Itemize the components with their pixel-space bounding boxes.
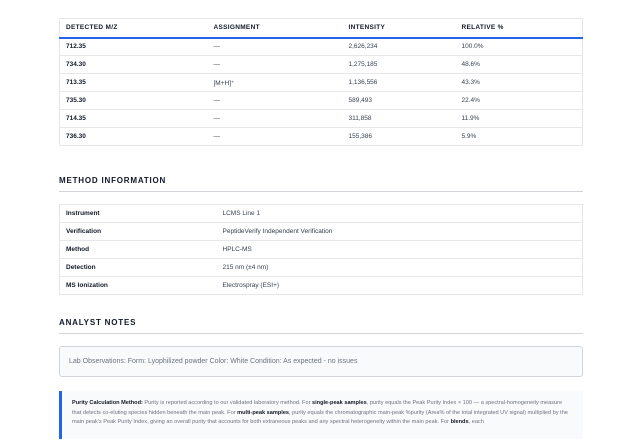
cell-assignment: —: [208, 128, 343, 146]
cell-relative: 48.6%: [456, 56, 583, 74]
method-key: Method: [60, 241, 217, 259]
table-row: [60, 110, 583, 128]
col-header-intensity: INTENSITY: [343, 19, 456, 38]
col-header-mz: DETECTED M/Z: [60, 19, 208, 38]
cell-intensity: 1,136,556: [343, 74, 456, 92]
method-row: [60, 223, 583, 241]
cell-relative: 100.0%: [456, 38, 583, 56]
purity-label: Purity Calculation Method:: [72, 400, 143, 406]
cell-relative: 11.9%: [456, 110, 583, 128]
method-row: [60, 259, 583, 277]
method-value: Electrospray (ESI+): [217, 277, 583, 295]
method-info-table: [59, 204, 583, 295]
cell-assignment: —: [208, 56, 343, 74]
cell-assignment: —: [208, 110, 343, 128]
purity-text-1: Purity is reported according to our validated laboratory method. For: [142, 400, 312, 406]
method-row: [60, 277, 583, 295]
report-page: [59, 18, 583, 439]
purity-bold-single: single-peak samples: [312, 400, 367, 406]
cell-mz: 713.35: [60, 74, 208, 92]
cell-assignment: [M+H]⁺: [208, 74, 343, 92]
cell-mz: 736.30: [60, 128, 208, 146]
cell-relative: 43.3%: [456, 74, 583, 92]
method-key: MS Ionization: [60, 277, 217, 295]
cell-mz: 714.35: [60, 110, 208, 128]
method-key: Detection: [60, 259, 217, 277]
mass-peaks-table: [59, 18, 583, 146]
table-row: [60, 74, 583, 92]
cell-mz: 735.30: [60, 92, 208, 110]
method-value: 215 nm (±4 nm): [217, 259, 583, 277]
cell-intensity: 311,858: [343, 110, 456, 128]
col-header-assignment: ASSIGNMENT: [208, 19, 343, 38]
method-row: [60, 205, 583, 223]
purity-text-2: , purity equals the Peak Purity Index × 100 — a spectral-homogeneity measure that detects co-eluting species hidden beneath the main peak. For: [72, 400, 563, 416]
purity-text-4: , each: [468, 419, 484, 425]
analyst-notes-text: Lab Observations: Form: Lyophilized powder Color: White Condition: As expected - no issues: [69, 358, 358, 365]
method-value: PeptideVerify Independent Verification: [217, 223, 583, 241]
cell-assignment: —: [208, 38, 343, 56]
analyst-notes-box: [59, 346, 583, 377]
purity-bold-blends: blends: [450, 419, 469, 425]
table-row: [60, 92, 583, 110]
notes-section-title: ANALYST NOTES: [59, 318, 583, 334]
method-row: [60, 241, 583, 259]
method-key: Verification: [60, 223, 217, 241]
cell-assignment: —: [208, 92, 343, 110]
method-key: Instrument: [60, 205, 217, 223]
col-header-relative: RELATIVE %: [456, 19, 583, 38]
method-value: HPLC-MS: [217, 241, 583, 259]
table-row: [60, 38, 583, 56]
purity-bold-multi: multi-peak samples: [237, 409, 290, 416]
cell-intensity: 2,626,234: [343, 38, 456, 56]
method-section-title: METHOD INFORMATION: [59, 176, 583, 192]
cell-relative: 22.4%: [456, 92, 583, 110]
purity-method-callout: [59, 391, 583, 439]
table-row: [60, 56, 583, 74]
cell-mz: 712.35: [60, 38, 208, 56]
cell-intensity: 589,493: [343, 92, 456, 110]
cell-relative: 5.9%: [456, 128, 583, 146]
table-row: [60, 128, 583, 146]
cell-intensity: 1,275,185: [343, 56, 456, 74]
purity-text-3: , purity equals the chromatographic main-peak %purity (Area% of the total integrated UV signal) multiplied by the main peak's Peak Purity Index, giving an overall purity that accounts for both extraneous peaks and any spectral heterogeneity within the main peak. For: [72, 409, 568, 425]
cell-mz: 734.30: [60, 56, 208, 74]
table-header-row: [60, 19, 583, 38]
method-value: LCMS Line 1: [217, 205, 583, 223]
cell-intensity: 155,386: [343, 128, 456, 146]
